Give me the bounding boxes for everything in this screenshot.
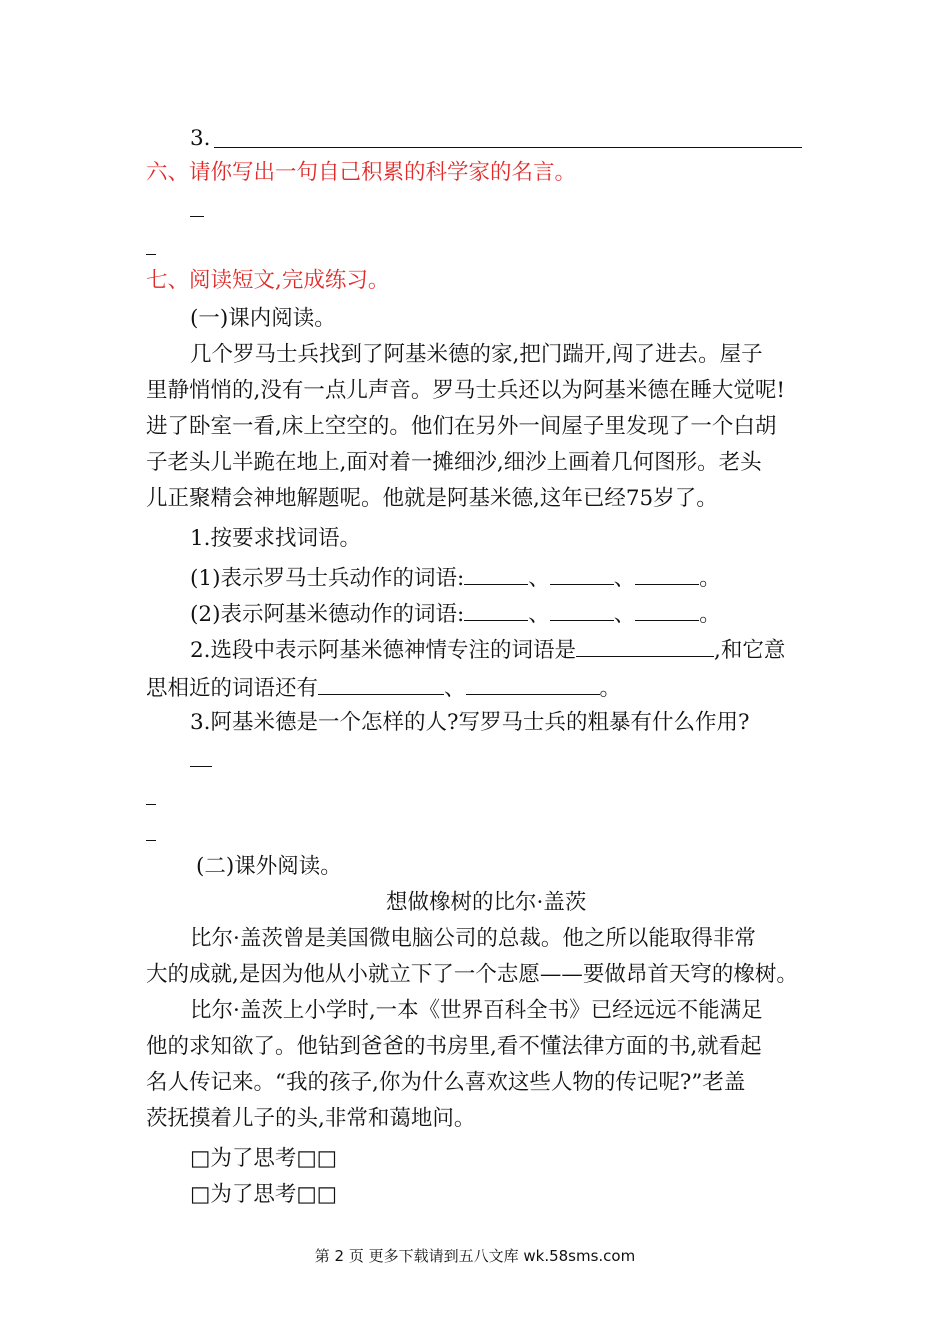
task1-a-blank-2[interactable] [550, 562, 614, 585]
separator: 、 [613, 566, 636, 591]
end-mark: 。 [699, 602, 721, 627]
passage2-line: 他的求知欲了。他钻到爸爸的书房里,看不懂法律方面的书,就看起 [146, 1034, 762, 1059]
q5-item3-label: 3. [190, 126, 211, 151]
separator: 、 [528, 566, 550, 591]
task1-b-blank-2[interactable] [550, 598, 614, 621]
garbled-line: □为了思考□□ [190, 1146, 337, 1171]
task1-a-blank-1[interactable] [464, 562, 528, 585]
q6-answer-line-2[interactable] [146, 254, 156, 255]
task1-a-prefix: (1)表示罗马士兵动作的词语: [190, 566, 465, 591]
task2-blank-3[interactable] [466, 672, 600, 695]
passage2-line: 茨抚摸着儿子的头,非常和蔼地问。 [146, 1106, 476, 1131]
passage1-line: 几个罗马士兵找到了阿基米德的家,把门踹开,闯了进去。屋子 [190, 342, 763, 367]
end-mark: 。 [599, 676, 622, 701]
passage2-line: 比尔·盖茨上小学时,一本《世界百科全书》已经远远不能满足 [190, 998, 763, 1023]
page-footer: 第 2 页 更多下载请到五八文库 wk.58sms.com [314, 1247, 636, 1265]
task1-title: 1.按要求找词语。 [190, 526, 362, 551]
passage1-line: 子老头儿半跪在地上,面对着一摊细沙,细沙上画着几何图形。老头 [146, 450, 762, 475]
task3-answer-line-3[interactable] [146, 840, 156, 841]
task3-question: 3.阿基米德是一个怎样的人?写罗马士兵的粗暴有什么作用? [190, 710, 750, 735]
task1-b-blank-1[interactable] [464, 598, 528, 621]
task2-blank-1[interactable] [576, 634, 714, 657]
task1-b [190, 598, 721, 630]
passage1-line: 儿正聚精会神地解题呢。他就是阿基米德,这年已经75岁了。 [146, 486, 718, 511]
task1-a-blank-3[interactable] [635, 562, 699, 585]
passage1-line: 里静悄悄的,没有一点儿声音。罗马士兵还以为阿基米德在睡大觉呢! [146, 378, 785, 403]
task2-blank-2[interactable] [318, 672, 444, 695]
passage2-line: 比尔·盖茨曾是美国微电脑公司的总裁。他之所以能取得非常 [190, 926, 756, 951]
task3-answer-line-2[interactable] [146, 804, 156, 805]
task2-prefix: 2.选段中表示阿基米德神情专注的词语是 [190, 638, 577, 663]
task2-line1 [190, 634, 785, 666]
task2-line2 [146, 672, 621, 704]
q7-heading: 七、阅读短文,完成练习。 [146, 268, 390, 293]
end-mark: 。 [699, 566, 721, 591]
task2-suffix: ,和它意 [714, 638, 786, 663]
story-title: 想做橡树的比尔·盖茨 [386, 890, 587, 915]
task1-b-prefix: (2)表示阿基米德动作的词语: [190, 602, 465, 627]
part1-label: (一)课内阅读。 [190, 306, 336, 331]
passage2-line: 大的成就,是因为他从小就立下了一个志愿——要做昂首天穹的橡树。 [146, 962, 798, 987]
q6-answer-line-1[interactable] [190, 216, 204, 217]
q6-heading: 六、请你写出一句自己积累的科学家的名言。 [146, 160, 577, 185]
task1-b-blank-3[interactable] [635, 598, 699, 621]
passage1-line: 进了卧室一看,床上空空的。他们在另外一间屋子里发现了一个白胡 [146, 414, 777, 439]
passage2-line: 名人传记来。“我的孩子,你为什么喜欢这些人物的传记呢?”老盖 [146, 1070, 746, 1095]
separator: 、 [613, 602, 636, 627]
task2-line2-prefix: 思相近的词语还有 [146, 676, 319, 701]
part2-label: (二)课外阅读。 [196, 854, 342, 879]
q5-item3-answer-line[interactable] [214, 147, 802, 148]
task3-answer-line-1[interactable] [190, 766, 212, 767]
separator: 、 [444, 676, 466, 701]
separator: 、 [528, 602, 550, 627]
garbled-line: □为了思考□□ [190, 1182, 337, 1207]
task1-a [190, 562, 721, 594]
